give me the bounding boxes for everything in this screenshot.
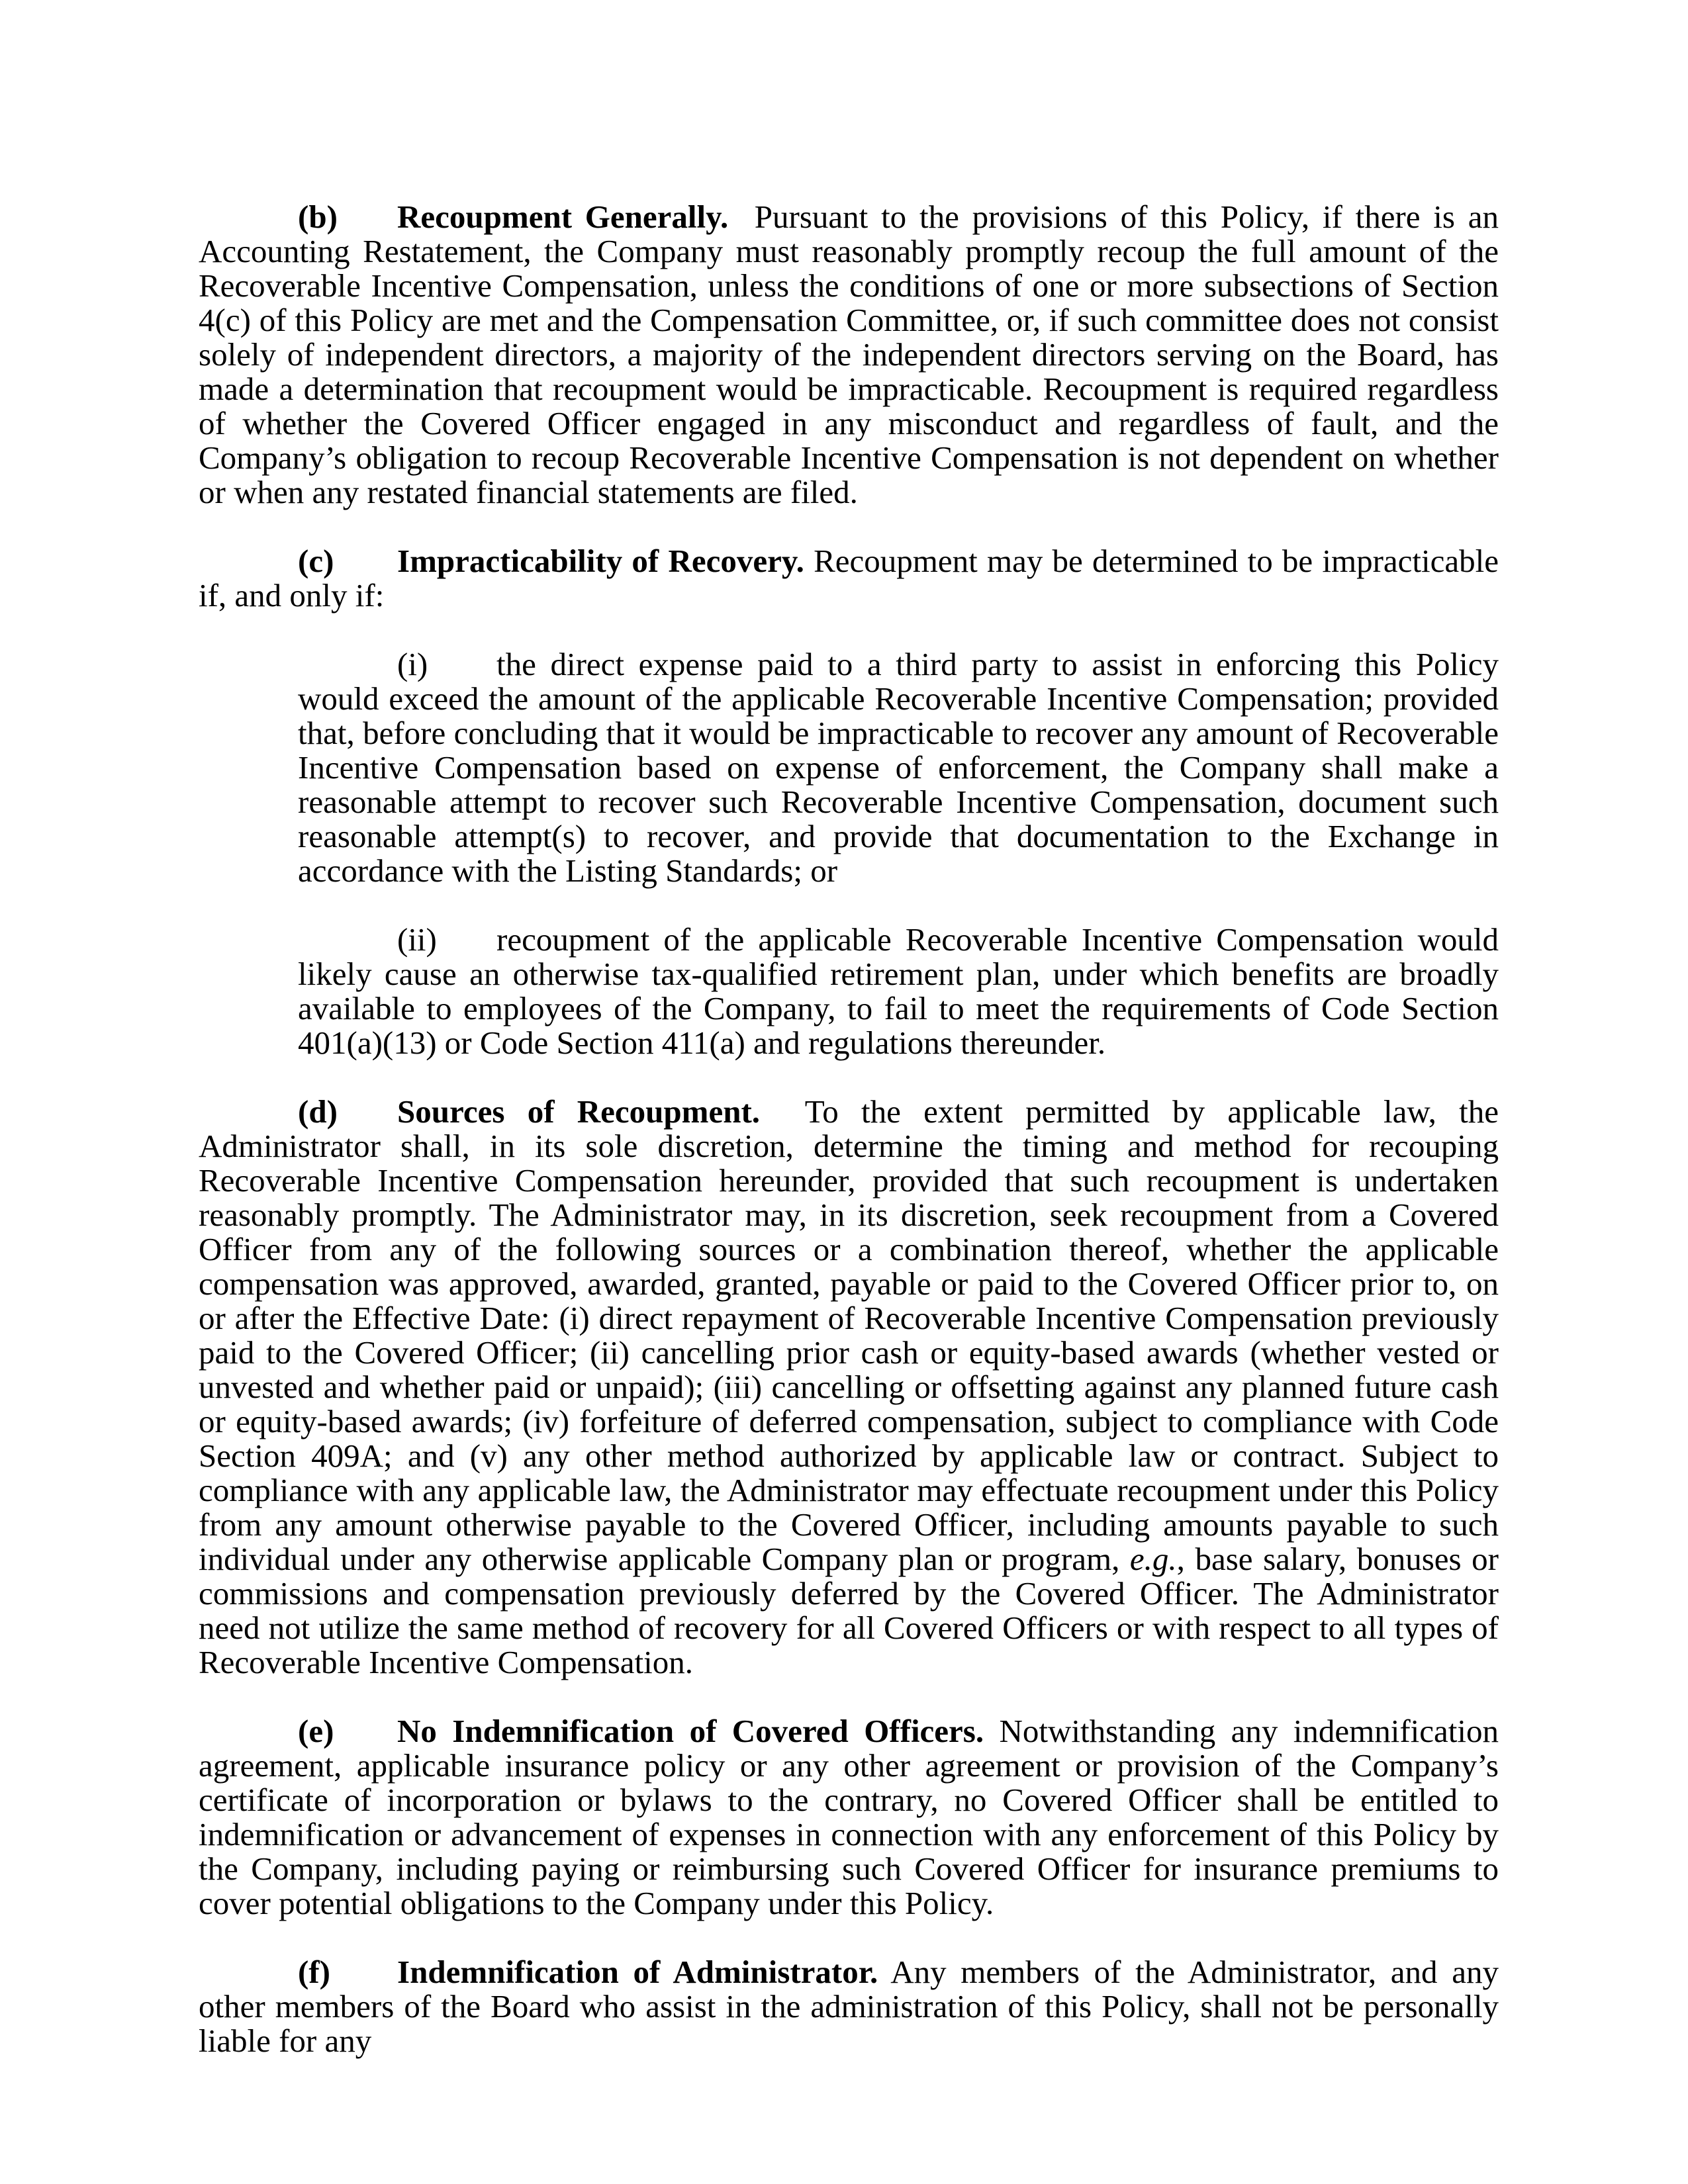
paragraph-label: (i) <box>397 646 428 682</box>
text-run: Recoupment may be determined to be impracticable if, and only if: <box>199 543 1499 614</box>
paragraph <box>298 923 1499 1060</box>
text-run: No Indemnification of Covered Officers. <box>397 1713 984 1749</box>
paragraph <box>199 544 1499 613</box>
paragraph <box>199 1095 1499 1680</box>
text-run: e.g. <box>1129 1541 1177 1577</box>
text-run: Pursuant to the provisions of this Policy, if there is an Accounting Restatement, the Company must reasonably promptly recoup the full amount of the Recoverable Incentive Compensation, unless the conditions of one or more subsections of Section 4(c) of this Policy are met and the Compensation Committee, or, if such committee does not consist solely of independent directors, a majority of the independent directors serving on the Board, has made a determination that recoupment would be impracticable. Recoupment is required regardless of whether the Covered Officer engaged in any misconduct and regardless of fault, and the Company’s obligation to recoup Recoverable Incentive Compensation is not dependent on whether or when any restated financial statements are filed. <box>199 199 1499 510</box>
text-run: Impracticability of Recovery. <box>397 543 804 579</box>
text-run: Notwithstanding any indemnification agreement, applicable insurance policy or any other agreement or provision of the Company’s certificate of incorporation or bylaws to the contrary, no Covered Officer shall be entitled to indemnification or advancement of expenses in connection with any enforcement of this Policy by the Company, including paying or reimbursing such Covered Officer for insurance premiums to cover potential obligations to the Company under this Policy. <box>199 1713 1499 1921</box>
text-run: , base salary, bonuses or commissions and compensation previously deferred by the Covered Officer. The Administrator need not utilize the same method of recovery for all Covered Officers or with respect to all types of Recoverable Incentive Compensation. <box>199 1541 1499 1680</box>
document-body <box>199 200 1499 2058</box>
paragraph-label: (d) <box>298 1093 338 1130</box>
paragraph <box>199 200 1499 510</box>
paragraph-label: (c) <box>298 543 334 579</box>
paragraph-label: (ii) <box>397 921 437 958</box>
paragraph <box>199 1955 1499 2058</box>
paragraph <box>298 647 1499 888</box>
text-run: To the extent permitted by applicable law, the Administrator shall, in its sole discretion, determine the timing and method for recouping Recoverable Incentive Compensation hereunder, provided that such recoupment is undertaken reasonably promptly. The Administrator may, in its discretion, seek recoupment from a Covered Officer from any of the following sources or a combination thereof, whether the applicable compensation was approved, awarded, granted, payable or paid to the Covered Officer prior to, on or after the Effective Date: (i) direct repayment of Recoverable Incentive Compensation previously paid to the Covered Officer; (ii) cancelling prior cash or equity-based awards (whether vested or unvested and whether paid or unpaid); (iii) cancelling or offsetting against any planned future cash or equity-based awards; (iv) forfeiture of deferred compensation, subject to compliance with Code Section 409A; and (v) any other method authorized by applicable law or contract. Subject to compliance with any applicable law, the Administrator may effectuate recoupment under this Policy from any amount otherwise payable to the Covered Officer, including amounts payable to such individual under any otherwise applicable Company plan or program, <box>199 1093 1499 1577</box>
text-run: Recoupment Generally. <box>397 199 729 235</box>
text-run: Indemnification of Administrator. <box>397 1954 878 1990</box>
text-run: Any members of the Administrator, and any other members of the Board who assist in the administration of this Policy, shall not be personally liable for any <box>199 1954 1499 2059</box>
text-run: recoupment of the applicable Recoverable Incentive Compensation would likely cause an otherwise tax-qualified retirement plan, under which benefits are broadly available to employees of the Company, to fail to meet the requirements of Code Section 401(a)(13) or Code Section 411(a) and regulations thereunder. <box>298 921 1499 1061</box>
paragraph-label: (e) <box>298 1713 334 1749</box>
paragraph <box>199 1714 1499 1921</box>
text-run: Sources of Recoupment. <box>397 1093 761 1130</box>
paragraph-label: (f) <box>298 1954 330 1990</box>
text-run: the direct expense paid to a third party to assist in enforcing this Policy would exceed the amount of the applicable Recoverable Incentive Compensation; provided that, before concluding that it would be impracticable to recover any amount of Recoverable Incentive Compensation based on expense of enforcement, the Company shall make a reasonable attempt to recover such Recoverable Incentive Compensation, document such reasonable attempt(s) to recover, and provide that documentation to the Exchange in accordance with the Listing Standards; or <box>298 646 1499 889</box>
paragraph-label: (b) <box>298 199 338 235</box>
